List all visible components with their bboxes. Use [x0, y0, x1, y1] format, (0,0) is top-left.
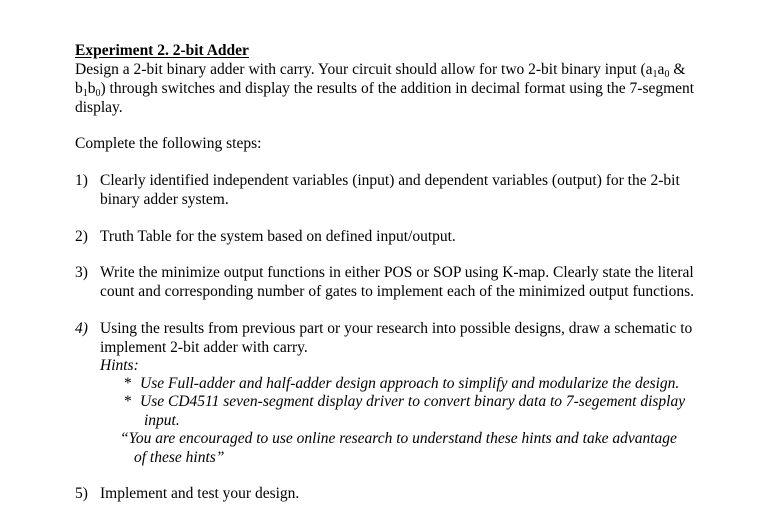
subscript: 1	[652, 69, 658, 80]
step-number: 2)	[75, 228, 88, 245]
step-text: binary adder system.	[100, 191, 229, 208]
intro-line-2	[75, 80, 725, 99]
step-text: count and corresponding number of gates to implement each of the minimized output functions.	[100, 283, 695, 300]
subscript: 0	[664, 69, 670, 80]
step-text: implement 2-bit adder with carry.	[100, 339, 308, 356]
bullet-icon: *	[124, 393, 132, 410]
intro-paragraph	[75, 61, 725, 118]
intro-line-3: display.	[75, 99, 123, 116]
subscript: 1	[82, 88, 88, 99]
intro-text: b	[87, 80, 96, 97]
hint-item-continued: input.	[144, 412, 180, 429]
intro-line-1	[75, 61, 725, 80]
experiment-title: Experiment 2. 2-bit Adder	[75, 42, 249, 59]
step-text: Write the minimize output functions in either POS or SOP using K-map. Clearly state the literal	[100, 264, 694, 281]
intro-text: ) through switches and display the results of the addition in decimal format using the 7-segment	[100, 80, 695, 97]
step-text: Implement and test your design.	[100, 485, 300, 502]
step-number: 1)	[75, 172, 88, 189]
intro-text: Design a 2-bit binary adder with carry. Your circuit should allow for two 2-bit binary input (a	[75, 61, 653, 78]
hint-item: Use CD4511 seven-segment display driver to convert binary data to 7-segement display	[140, 393, 686, 410]
hints-label: Hints:	[100, 357, 139, 374]
intro-text: a	[657, 61, 665, 78]
intro-text: &	[669, 61, 686, 78]
bullet-icon: *	[124, 375, 132, 392]
intro-text: b	[75, 80, 83, 97]
hint-item: Use Full-adder and half-adder design approach to simplify and modularize the design.	[140, 375, 680, 392]
steps-lead: Complete the following steps:	[75, 135, 262, 152]
step-number: 3)	[75, 264, 88, 281]
subscript: 0	[95, 88, 101, 99]
hint-quote: “You are encouraged to use online research to understand these hints and take advantage	[120, 430, 677, 447]
step-text: Clearly identified independent variables (input) and dependent variables (output) for the 2-bit	[100, 172, 680, 189]
step-number: 4)	[75, 320, 88, 337]
step-text: Using the results from previous part or your research into possible designs, draw a schematic to	[100, 320, 693, 337]
step-text: Truth Table for the system based on defined input/output.	[100, 228, 456, 245]
hint-quote-continued: of these hints”	[134, 449, 225, 466]
step-number: 5)	[75, 485, 88, 502]
